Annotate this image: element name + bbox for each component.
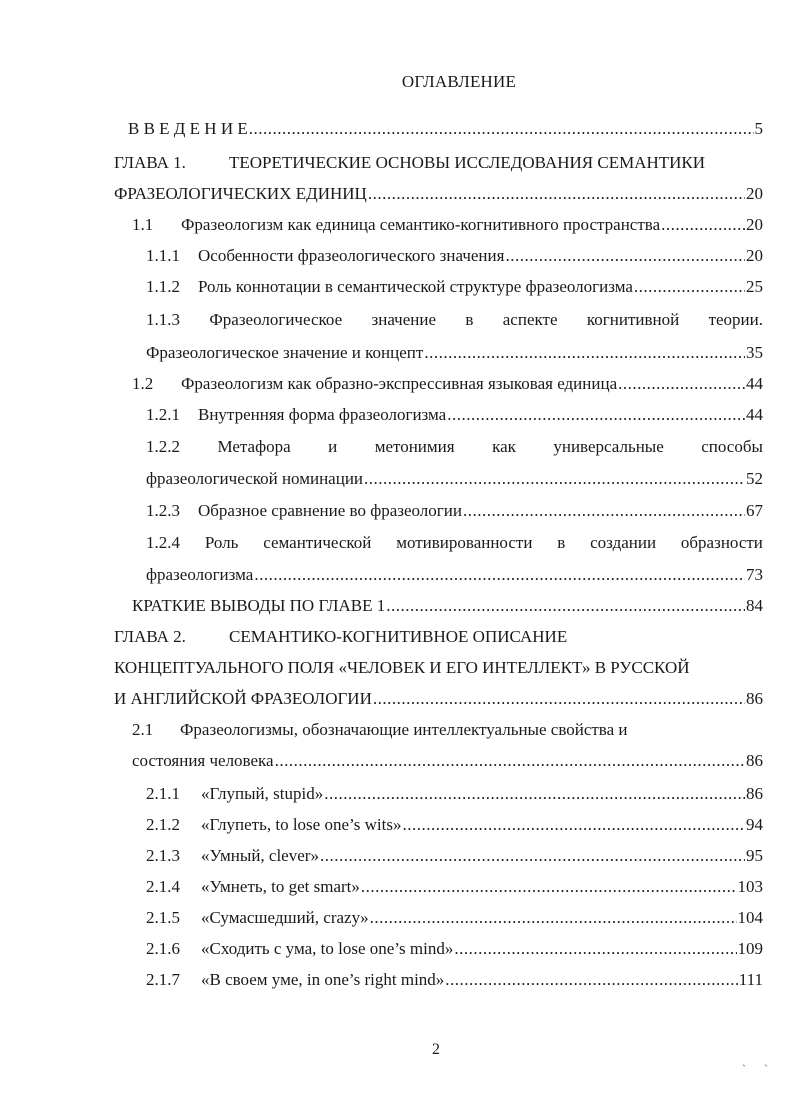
leader-dots [320, 844, 745, 868]
toc-label: ТЕОРЕТИЧЕСКИЕ ОСНОВЫ ИССЛЕДОВАНИЯ СЕМАНТИКИ [229, 153, 706, 172]
toc-entry-summary-1 [132, 594, 763, 618]
toc-label: «Умный, clever» [201, 846, 319, 865]
toc-label: «Сумасшедший, crazy» [201, 908, 369, 927]
toc-entry-1-2-1 [146, 403, 763, 427]
toc-page-number: 25 [746, 277, 763, 296]
toc-page-number: 20 [746, 184, 763, 203]
toc-entry-2-1-4 [146, 875, 763, 899]
toc-label: Роль коннотации в семантической структуре фразеологизма [198, 277, 633, 296]
toc-entry-1-2-4-line1 [146, 531, 763, 555]
leader-dots [373, 687, 745, 711]
toc-label: «Глупеть, to lose one’s wits» [201, 815, 402, 834]
toc-entry-2-1-7 [146, 968, 763, 992]
leader-dots [634, 275, 745, 299]
toc-entry-2-1-line2 [132, 749, 763, 773]
leader-dots [661, 213, 745, 237]
toc-page-number: 104 [737, 908, 763, 927]
toc-word: Метафора [217, 437, 291, 456]
toc-label: Особенности фразеологического значения [198, 246, 505, 265]
leader-dots [275, 749, 745, 773]
toc-number: 2.1.2 [146, 815, 180, 834]
toc-label: «В своем уме, in one’s right mind» [201, 970, 445, 989]
toc-word: и [328, 437, 338, 456]
toc-number: 1.1.1 [146, 246, 180, 265]
toc-entry-1-2-3 [146, 499, 763, 523]
toc-number: ГЛАВА 1. [114, 153, 186, 172]
toc-word: создании [590, 533, 657, 552]
toc-number: 2.1.1 [146, 784, 180, 803]
toc-label: фразеологической номинации [146, 469, 364, 488]
toc-entry-1-2-4-line2 [146, 563, 763, 587]
toc-word: Фразеологическое [209, 310, 343, 329]
leader-dots [424, 341, 745, 365]
leader-dots [402, 813, 745, 837]
toc-label: фразеологизма [146, 565, 254, 584]
toc-label: «Глупый, stupid» [201, 784, 324, 803]
toc-entry-1-2-2-line2 [146, 467, 763, 491]
toc-number: 2.1.6 [146, 939, 180, 958]
toc-entry-2-1-6 [146, 937, 763, 961]
toc-label: Фразеологическое значение и концепт [146, 343, 424, 362]
toc-word: в [465, 310, 474, 329]
toc-page-number: 111 [738, 970, 763, 989]
toc-word: как [492, 437, 516, 456]
toc-page-number: 94 [746, 815, 763, 834]
toc-page-number: 20 [746, 246, 763, 265]
toc-page-number: 86 [746, 689, 763, 708]
toc-page-number: 5 [754, 119, 763, 138]
toc-page-number: 44 [746, 374, 763, 393]
toc-number: 1.2.3 [146, 501, 180, 520]
toc-entry-1-1 [132, 213, 763, 237]
leader-dots [364, 467, 745, 491]
toc-label: КРАТКИЕ ВЫВОДЫ ПО ГЛАВЕ 1 [132, 596, 386, 615]
toc-label: Фразеологизмы, обозначающие интеллектуальные свойства и [180, 720, 628, 739]
toc-entry-2-1-line1 [132, 718, 763, 742]
toc-entry-1-1-1 [146, 244, 763, 268]
leader-dots [386, 594, 745, 618]
toc-page-number: 20 [746, 215, 763, 234]
leader-dots [463, 499, 745, 523]
toc-label: КОНЦЕПТУАЛЬНОГО ПОЛЯ «ЧЕЛОВЕК И ЕГО ИНТЕЛЛЕКТ» В РУССКОЙ [114, 658, 690, 677]
toc-label: Внутренняя форма фразеологизма [198, 405, 447, 424]
toc-word: значение [371, 310, 437, 329]
toc-word: универсальные [553, 437, 664, 456]
toc-number: ГЛАВА 2. [114, 627, 186, 646]
toc-entry-2-1-3 [146, 844, 763, 868]
toc-number: 1.2.2 [146, 437, 180, 456]
toc-entry-chapter-2-line3 [114, 687, 763, 711]
toc-entry-chapter-2-line1 [114, 625, 763, 649]
toc-entry-1-1-3-line2 [146, 341, 763, 365]
toc-label: Фразеологизм как образно-экспрессивная языковая единица [181, 374, 618, 393]
toc-number: 1.1.3 [146, 310, 180, 329]
toc-number: 2.1.4 [146, 877, 180, 896]
toc-word: семантической [263, 533, 372, 552]
toc-entry-chapter-1-line1 [114, 151, 763, 175]
toc-page-number: 86 [746, 784, 763, 803]
toc-entry-1-1-2 [146, 275, 763, 299]
toc-entry-2-1-5 [146, 906, 763, 930]
toc-label: «Умнеть, to get smart» [201, 877, 360, 896]
toc-entry-2-1-2 [146, 813, 763, 837]
toc-entry-intro [128, 117, 763, 141]
toc-label: ФРАЗЕОЛОГИЧЕСКИХ ЕДИНИЦ [114, 184, 367, 203]
toc-number: 1.2 [132, 374, 154, 393]
scan-specks: ` ` [742, 1062, 768, 1076]
toc-number: 1.1 [132, 215, 154, 234]
leader-dots [254, 563, 745, 587]
toc-label: «Сходить с ума, to lose one’s mind» [201, 939, 454, 958]
toc-word: образности [680, 533, 763, 552]
leader-dots [249, 117, 754, 141]
toc-page-number: 44 [746, 405, 763, 424]
toc-label: И АНГЛИЙСКОЙ ФРАЗЕОЛОГИИ [114, 689, 372, 708]
page-title: ОГЛАВЛЕНИЕ [401, 72, 517, 91]
toc-page-number: 52 [746, 469, 763, 488]
leader-dots [445, 968, 737, 992]
toc-label: Образное сравнение во фразеологии [198, 501, 462, 520]
toc-word: способы [701, 437, 763, 456]
leader-dots [370, 906, 737, 930]
toc-label: СЕМАНТИКО-КОГНИТИВНОЕ ОПИСАНИЕ [229, 627, 568, 646]
toc-word: метонимия [374, 437, 455, 456]
leader-dots [361, 875, 737, 899]
toc-entry-1-2 [132, 372, 763, 396]
toc-entry-1-1-3-line1 [146, 308, 763, 332]
toc-number: 2.1.5 [146, 908, 180, 927]
toc-word: аспекте [502, 310, 558, 329]
toc-word: теории. [708, 310, 763, 329]
toc-label: состояния человека [132, 751, 274, 770]
toc-number: 1.2.1 [146, 405, 180, 424]
leader-dots [454, 937, 736, 961]
toc-page-number: 103 [737, 877, 763, 896]
toc-number: 2.1.3 [146, 846, 180, 865]
leader-dots [324, 782, 745, 806]
toc-entry-2-1-1 [146, 782, 763, 806]
page-number: 2 [432, 1041, 440, 1058]
leader-dots [447, 403, 745, 427]
toc-number: 1.1.2 [146, 277, 180, 296]
toc-word: когнитивной [586, 310, 680, 329]
toc-entry-chapter-2-line2 [114, 656, 763, 680]
toc-label: Фразеологизм как единица семантико-когнитивного пространства [181, 215, 661, 234]
toc-word: в [557, 533, 566, 552]
toc-page-number: 86 [746, 751, 763, 770]
toc-label: В В Е Д Е Н И Е [128, 119, 248, 138]
leader-dots [505, 244, 745, 268]
toc-page-number: 109 [737, 939, 763, 958]
toc-page-number: 73 [746, 565, 763, 584]
toc-page-number: 67 [746, 501, 763, 520]
toc-number: 2.1 [132, 720, 154, 739]
toc-number: 2.1.7 [146, 970, 180, 989]
toc-word: мотивированности [396, 533, 533, 552]
toc-entry-chapter-1-line2 [114, 182, 763, 206]
leader-dots [368, 182, 745, 206]
leader-dots [618, 372, 745, 396]
toc-page-number: 35 [746, 343, 763, 362]
toc-page-number: 84 [746, 596, 763, 615]
toc-number: 1.2.4 [146, 533, 180, 552]
toc-page-number: 95 [746, 846, 763, 865]
toc-word: Роль [204, 533, 239, 552]
toc-entry-1-2-2-line1 [146, 435, 763, 459]
